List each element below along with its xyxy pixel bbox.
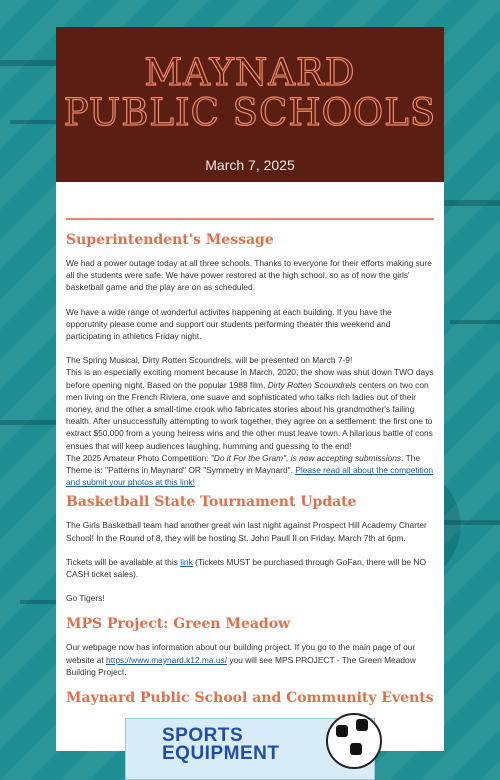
- superintendent-paragraph-2: We have a wide range of wonderful activites happening at each building. If you have the opporutnity please come and support our students performing theater this weekend and participating in athletics Friday night.: [66, 306, 392, 342]
- tickets-link[interactable]: link: [180, 556, 193, 567]
- basketball-section: [66, 494, 434, 604]
- website-link[interactable]: https://www.maynard.k12.ma.us/: [106, 654, 228, 665]
- poster-line-1: SPORTS: [162, 725, 244, 747]
- project-paragraph: [66, 641, 434, 678]
- basketball-heading: Basketball State Tournament Update: [66, 494, 357, 511]
- newsletter-date: March 7, 2025: [205, 157, 295, 173]
- project-section: [66, 616, 434, 678]
- newsletter-title: [56, 53, 444, 133]
- superintendent-paragraph-3: [66, 354, 434, 488]
- musical-description-start: This is an especially exciting moment because in March, 2020, the show was shut down TWO days before opening night. Based on the popular 1988 film,: [66, 367, 434, 390]
- tickets-text-start: Tickets will be available at this: [66, 556, 181, 567]
- superintendent-paragraph-1: We had a power outage today at all three schools. Thanks to everyone for their efforts making sure all the students were safe. We have power restored at the high school, so as of now the girls' basketball game and the play are on as scheduled.: [66, 258, 432, 293]
- project-text-start: Our webpage now has information about our building project. If you go to the main page of our website at: [66, 642, 416, 665]
- poster-text: [162, 727, 279, 763]
- superintendent-heading: Superintendent's Message: [66, 232, 274, 248]
- photo-competition-label: The 2025 Amateur Photo Competition:: [66, 452, 211, 463]
- events-section: [66, 690, 434, 780]
- photo-competition-theme: . The Theme is: "Patterns in Maynard" OR "Symmetry in Maynard".: [66, 452, 420, 476]
- musical-announcement: The Spring Musical, Dirty Rotten Scoundrels, will be presented on March 7-9!: [66, 355, 353, 366]
- film-title: Dirty Rotten Scoundrels: [267, 379, 357, 390]
- newsletter-content: [56, 220, 444, 780]
- newsletter-header: [56, 27, 444, 182]
- basketball-paragraph-2: [66, 556, 434, 580]
- basketball-paragraph-1: The Girls Basketball team had another great win last night against Prospect Hill Academy Charter School! In the Round of 8, they will be hosting St. John Paull II on Friday, March 7th at 6pm.: [66, 520, 427, 543]
- sports-equipment-poster[interactable]: [125, 718, 375, 780]
- photo-competition-title: "Do it For the Gram", is now accepting submissions: [210, 452, 402, 463]
- events-heading: Maynard Public School and Community Events: [66, 690, 434, 707]
- project-text-end: you will see MPS PROJECT - The Green Meadow Building Project.: [66, 654, 416, 677]
- superintendent-section: [66, 232, 434, 488]
- tickets-text-end: (Tickets MUST be purchased through GoFan, there will be NO CASH ticket sales).: [66, 556, 426, 580]
- title-line-1: MAYNARD: [144, 51, 356, 94]
- title-line-2: PUBLIC SCHOOLS: [63, 91, 437, 134]
- photo-competition-link[interactable]: Please read all about the competition and submit your photos at this link!: [66, 465, 434, 488]
- project-heading: MPS Project: Green Meadow: [66, 616, 291, 633]
- newsletter-card: [56, 27, 444, 765]
- soccer-ball-icon: [326, 713, 382, 769]
- poster-line-2: EQUIPMENT: [162, 743, 280, 765]
- go-tigers-text: Go Tigers!: [66, 593, 105, 604]
- musical-description-end: centers on two con men living on the French Riviera, one suave and sophisticated who talks rich ladies out of their money, and the other a small-time crook who fabricates stories about his grandmother's failing health. After unsuccessfully attempting to work together, they agree on a settlement: the first one to extract $50,000 from a young heiress wins and the other must leave town. A hilarious battle of cons ensues that will keep audiences laughing, humming and guessing to the end!: [66, 379, 433, 451]
